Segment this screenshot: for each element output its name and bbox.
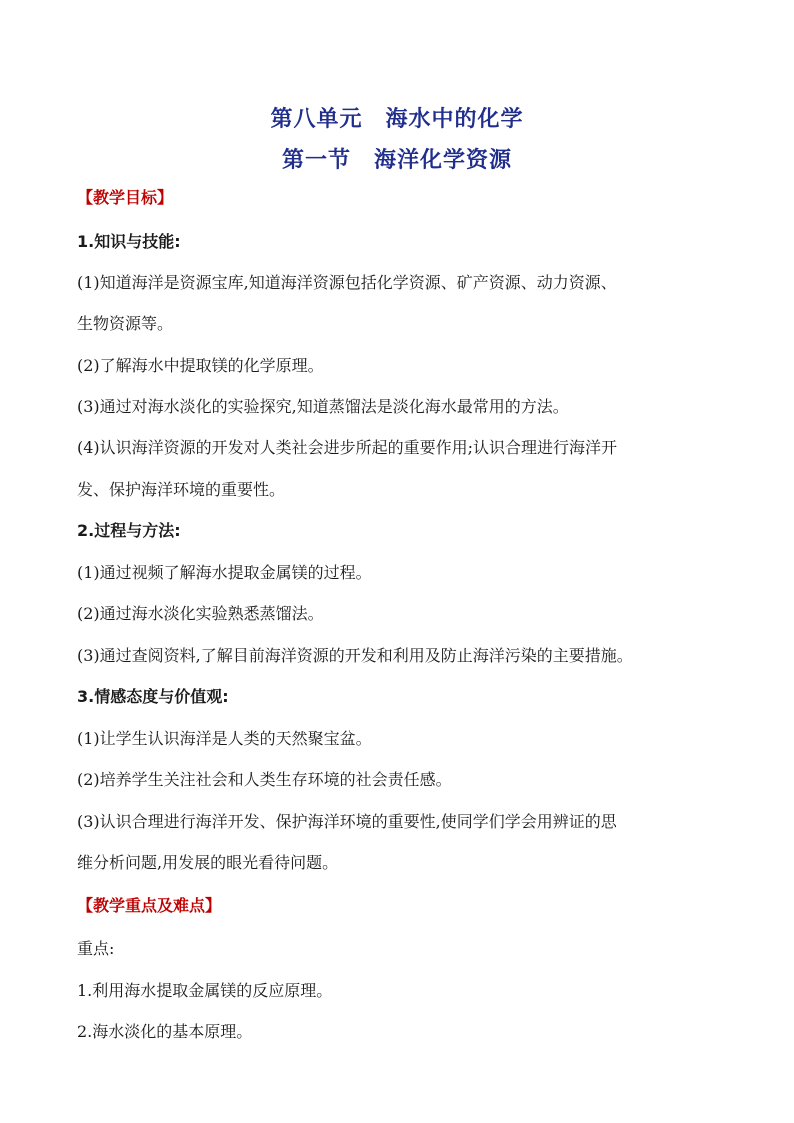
paragraph-knowledge-2: (2)了解海水中提取镁的化学原理。 [77, 356, 324, 375]
paragraph-knowledge-4b: 发、保护海洋环境的重要性。 [77, 480, 286, 499]
section-title: 第一节 海洋化学资源 [281, 148, 512, 173]
heading-attitudes-values: 3.情感态度与价值观: [77, 687, 229, 706]
key-points-label: 重点: [77, 939, 115, 958]
unit-title: 第八单元 海水中的化学 [270, 107, 524, 132]
paragraph-process-2: (2)通过海水淡化实验熟悉蒸馏法。 [77, 604, 324, 623]
paragraph-attitude-2: (2)培养学生关注社会和人类生存环境的社会责任感。 [77, 770, 452, 789]
paragraph-knowledge-1b: 生物资源等。 [77, 314, 174, 333]
heading-knowledge-skills: 1.知识与技能: [77, 232, 181, 251]
heading-objectives: 【教学目标】 [77, 188, 174, 207]
heading-key-points: 【教学重点及难点】 [77, 896, 222, 915]
paragraph-knowledge-4a: (4)认识海洋资源的开发对人类社会进步所起的重要作用;认识合理进行海洋开 [77, 438, 618, 457]
paragraph-process-1: (1)通过视频了解海水提取金属镁的过程。 [77, 563, 372, 582]
heading-process-methods: 2.过程与方法: [77, 521, 181, 540]
paragraph-knowledge-3: (3)通过对海水淡化的实验探究,知道蒸馏法是淡化海水最常用的方法。 [77, 397, 569, 416]
key-point-2: 2.海水淡化的基本原理。 [77, 1022, 253, 1041]
paragraph-knowledge-1a: (1)知道海洋是资源宝库,知道海洋资源包括化学资源、矿产资源、动力资源、 [77, 273, 617, 292]
paragraph-attitude-1: (1)让学生认识海洋是人类的天然聚宝盆。 [77, 729, 372, 748]
key-point-1: 1.利用海水提取金属镁的反应原理。 [77, 981, 333, 1000]
paragraph-attitude-3b: 维分析问题,用发展的眼光看待问题。 [77, 853, 339, 872]
paragraph-attitude-3a: (3)认识合理进行海洋开发、保护海洋环境的重要性,使同学们学会用辨证的思 [77, 812, 617, 831]
paragraph-process-3: (3)通过查阅资料,了解目前海洋资源的开发和利用及防止海洋污染的主要措施。 [77, 646, 633, 665]
